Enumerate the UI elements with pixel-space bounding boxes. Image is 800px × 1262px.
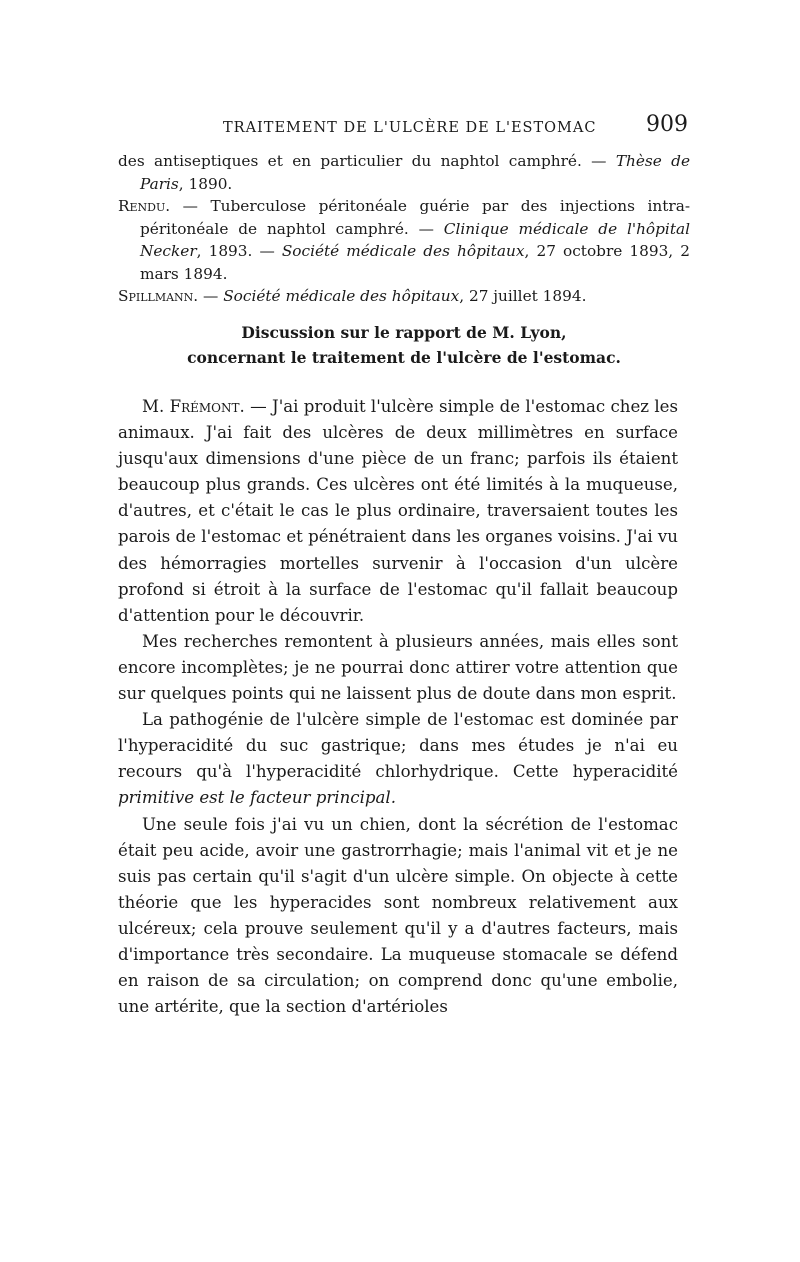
- reference-item: [118, 150, 690, 195]
- page-number: 909: [646, 112, 688, 137]
- bibliography-references: [118, 150, 690, 308]
- reference-text: des antiseptiques et en particulier du naphtol camphré. —: [118, 152, 616, 170]
- reference-source: Thèse de Paris: [140, 152, 691, 193]
- reference-item: [118, 195, 690, 285]
- paragraph-emphasis: primitive est le facteur principal.: [118, 788, 396, 808]
- reference-tail: , 27 juillet 1894.: [459, 287, 587, 305]
- paragraph-text: La pathogénie de l'ulcère simple de l'estomac est dominée par l'hyperacidité du suc gastrique; dans mes études je n'ai eu recours qu'à l'hyperacidité chlorhydrique. Cette hyperacidité: [118, 710, 678, 782]
- section-heading-line-2: concernant le traitement de l'ulcère de l'estomac.: [187, 348, 621, 367]
- reference-source-2: Société médicale des hôpitaux: [281, 242, 525, 260]
- reference-tail: , 1890.: [178, 174, 233, 193]
- paragraph: [118, 629, 678, 707]
- reference-text: — Tuberculose péritonéale guérie par des injections intra-péritonéale de naphtol camphré. —: [140, 197, 690, 238]
- speaker-name: M. Frémont.: [142, 397, 245, 416]
- paragraph-text: — J'ai produit l'ulcère simple de l'estomac chez les animaux. J'ai fait des ulcères de deux millimètres en surface jusqu'aux dimensions d'une pièce de un franc; parfois ils étaient beaucoup plus grands. Ces ulcères ont été limités à la muqueuse, d'autres, et c'était le cas le plus ordinaire, traversaient toutes les parois de l'estomac et pénétraient dans les organes voisins. J'ai vu des hémorragies mortelles survenir à l'occasion d'un ulcère profond si étroit à la surface de l'estomac qu'il fallait beaucoup d'attention pour le découvrir.: [118, 397, 678, 625]
- page-header: [118, 112, 688, 144]
- running-title: TRAITEMENT DE L'ULCÈRE DE L'ESTOMAC: [223, 120, 597, 136]
- reference-item: [118, 285, 690, 308]
- section-heading: [118, 320, 690, 370]
- reference-tail: , 27 octobre 1893, 2 mars 1894.: [140, 242, 690, 283]
- paragraph-text: Une seule fois j'ai vu un chien, dont la sécrétion de l'estomac était peu acide, avoir une gastrorrhagie; mais l'animal vit et je ne suis pas certain qu'il s'agit d'un ulcère simple. On objecte à cette théorie que les hyperacides sont nombreux relativement aux ulcéreux; cela prouve seulement qu'il y a d'autres facteurs, mais d'importance très secondaire. La muqueuse stomacale se défend en raison de sa circulation; on comprend donc qu'une embolie, une artérite, que la section d'artérioles: [118, 814, 678, 1017]
- paragraph: [118, 812, 678, 1021]
- body-text: [118, 394, 678, 1020]
- section-heading-line-1: Discussion sur le rapport de M. Lyon,: [241, 323, 567, 342]
- paragraph-text: Mes recherches remontent à plusieurs années, mais elles sont encore incomplètes; je ne pourrai donc attirer votre attention que sur quelques points qui ne laissent plus de doute dans mon esprit.: [118, 631, 678, 704]
- paragraph: [118, 707, 678, 811]
- reference-text: —: [198, 287, 224, 305]
- reference-mid: , 1893. —: [196, 242, 282, 260]
- reference-source: Société médicale des hôpitaux: [223, 287, 460, 305]
- reference-source: Clinique médicale de l'hôpital Necker: [140, 219, 690, 260]
- reference-author: Spillmann.: [118, 287, 199, 305]
- paragraph: [118, 394, 678, 629]
- reference-author: Rendu.: [118, 197, 171, 215]
